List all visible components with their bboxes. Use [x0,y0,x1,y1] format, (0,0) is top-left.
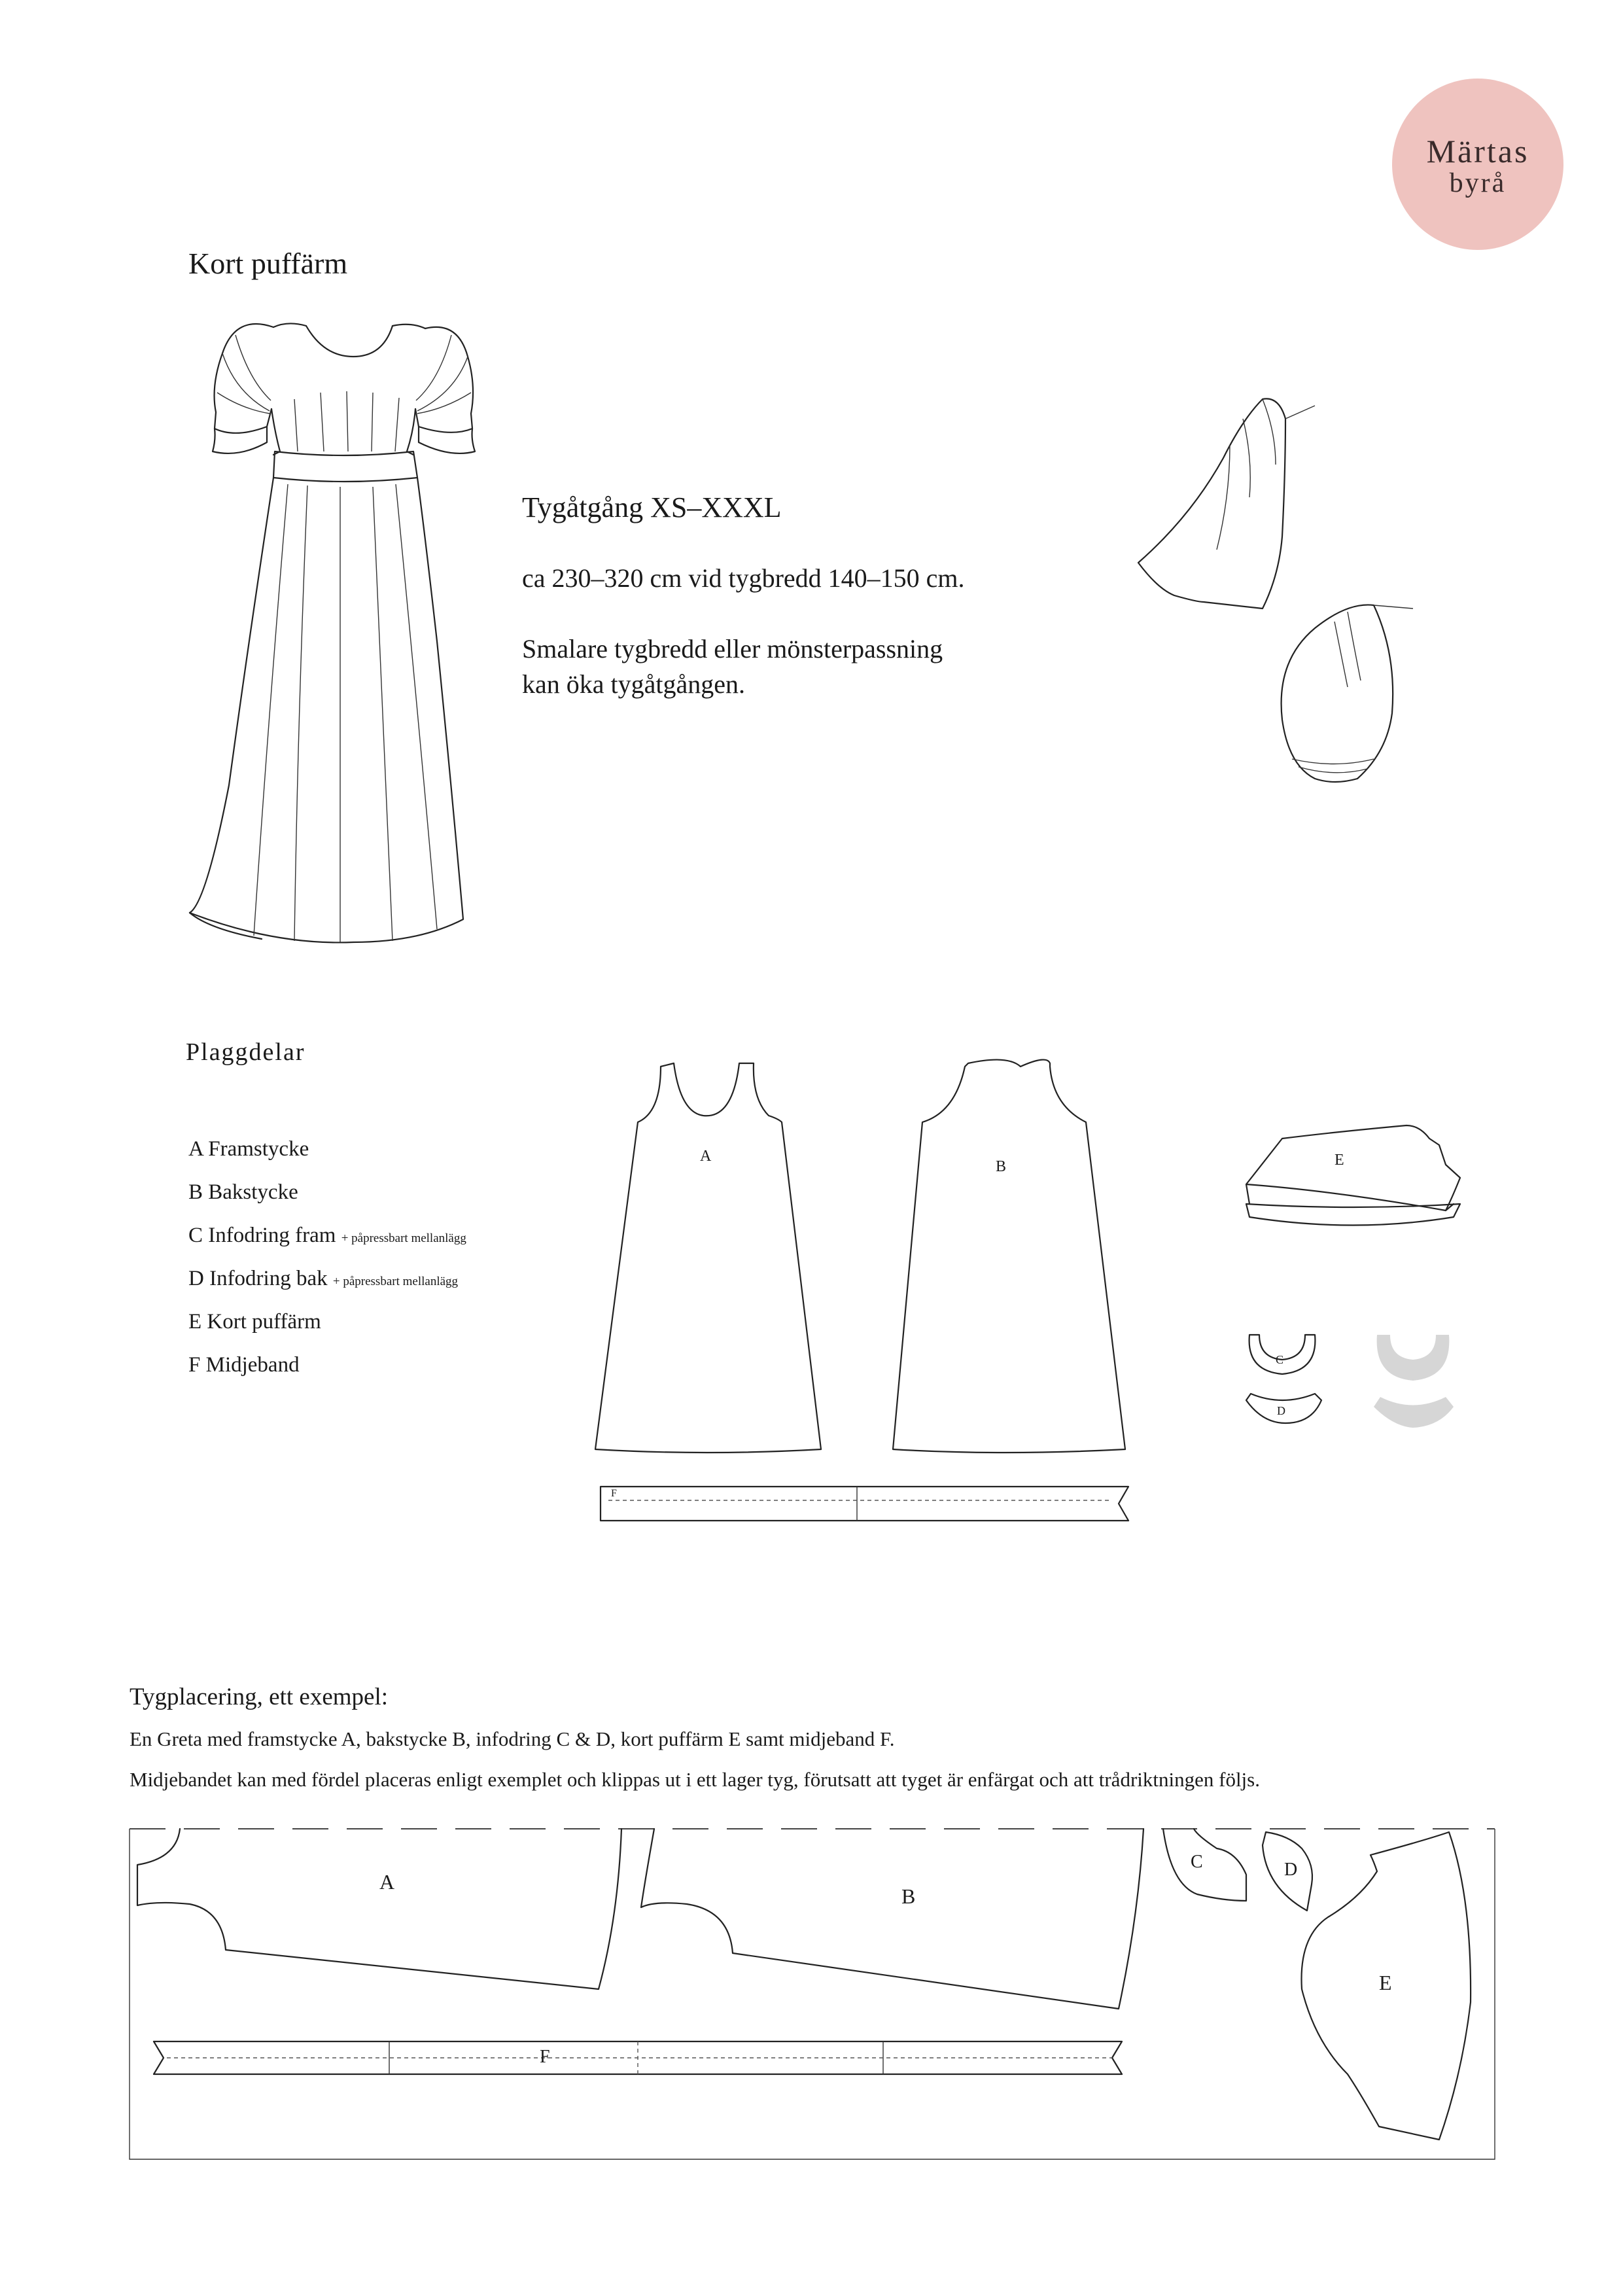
yardage-line-3: kan öka tygåtgången. [522,669,745,699]
placement-title: Tygplacering, ett exempel: [130,1684,389,1710]
brand-name-line2: byrå [1449,168,1507,198]
yardage-title: Tygåtgång XS–XXXL [522,491,782,523]
piece-b-label: B [996,1158,1007,1175]
part-item-a: A Framstycke [188,1137,309,1161]
layout-label-b: B [901,1884,916,1908]
placement-line-1: En Greta med framstycke A, bakstycke B, infodring C & D, kort puffärm E samt midjeband F. [130,1727,895,1750]
layout-piece-b [641,1829,1143,2009]
piece-a-label: A [700,1148,712,1165]
yardage-line-2: Smalare tygbredd eller mönsterpassning [522,634,943,663]
part-item-d: D Infodring bak + påpressbart mellanlägg [188,1267,459,1290]
part-note-d: + påpressbart mellanlägg [332,1275,459,1288]
layout-label-a: A [379,1870,395,1894]
part-item-c: C Infodring fram + påpressbart mellanlägg [188,1224,466,1247]
brand-name-line1: Märtas [1426,133,1529,169]
part-item-e: E Kort puffärm [188,1310,321,1333]
placement-line-2: Midjebandet kan med fördel placeras enligt exemplet och klippas ut i ett lager tyg, förutsatt att tyget är enfärgat och att trådriktningen följs. [130,1768,1260,1791]
parts-title: Plaggdelar [186,1038,305,1066]
layout-piece-a [137,1829,621,1989]
piece-f-label: F [611,1488,617,1499]
piece-d-label: D [1277,1404,1285,1417]
layout-label-c: C [1191,1852,1203,1872]
layout-label-f: F [540,2047,550,2067]
piece-e-label: E [1335,1152,1344,1169]
layout-label-e: E [1379,1971,1392,1994]
part-item-b: B Bakstycke [188,1180,298,1204]
piece-c-label: C [1276,1353,1284,1366]
yardage-line-1: ca 230–320 cm vid tygbredd 140–150 cm. [522,563,965,593]
part-note-c: + påpressbart mellanlägg [341,1231,466,1245]
page-title: Kort puffärm [188,247,348,280]
layout-label-d: D [1284,1860,1298,1880]
part-item-f: F Midjeband [188,1353,300,1377]
layout-piece-c [1163,1829,1246,1901]
